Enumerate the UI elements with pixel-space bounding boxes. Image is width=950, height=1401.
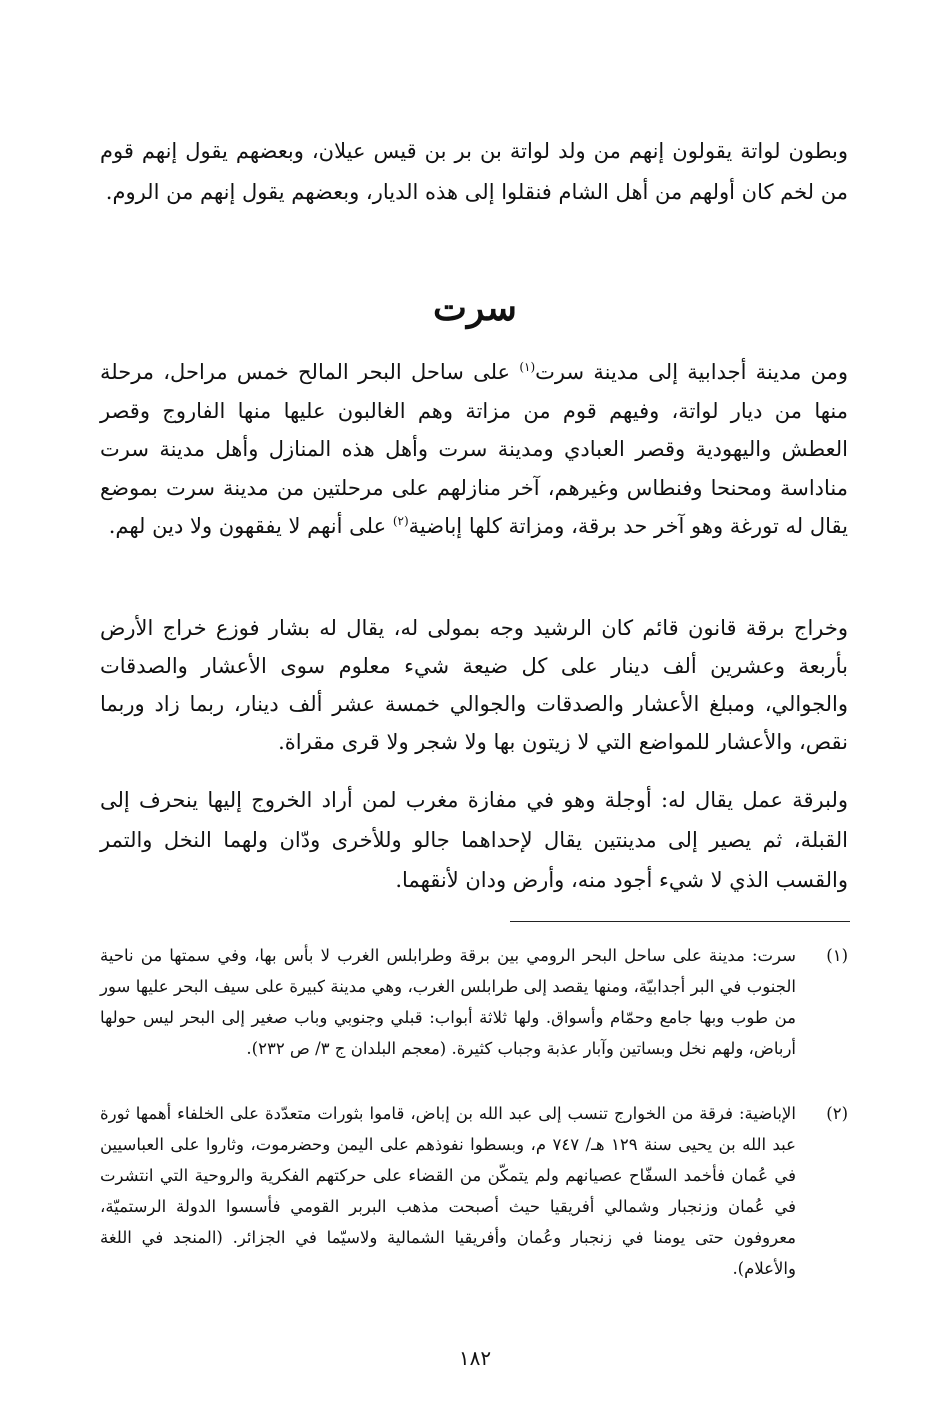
- footnote-divider: [510, 921, 850, 922]
- footnote-text: سرت: مدينة على ساحل البحر الرومي بين برقة وطرابلس الغرب لا بأس بها، وفي سمتها من ناحية الجنوب في البر أجدابيّة، ومنها يقصد إلى طرابلس الغرب، وهي مدينة كبيرة على سيف البحر عليها سور من طوب وبها جامع وحمّام وأسواق. ولها ثلاثة أبواب: قبلي وجنوبي وباب صغير إلى البحر ليس حولها أرباض، ولهم نخل وبساتين وآبار عذبة وجباب كثيرة. (معجم البلدان ج ٣/ ص ٢٣٢).: [100, 946, 796, 1058]
- paragraph-text-segment: ومن مدينة أجدابية إلى مدينة سرت: [535, 360, 848, 384]
- page-number: ١٨٢: [458, 1346, 492, 1370]
- footnote-number: (١): [826, 946, 848, 965]
- footnote-reference-2[interactable]: (٢): [392, 514, 409, 528]
- footnote-2: [100, 1098, 848, 1284]
- paragraph-text-segment: على أنهم لا يفقهون ولا دين لهم.: [108, 514, 393, 538]
- footnote-text: الإباضية: فرقة من الخوارج تنسب إلى عبد الله بن إباض، قاموا بثورات متعدّدة على الخلفاء أهمها ثورة عبد الله بن يحيى سنة ١٢٩ هـ/ ٧٤٧ م، وبسطوا نفوذهم على اليمن وحضرموت، وثاروا على العباسيين في عُمان فأخمد السفّاح عصيانهم ولم يتمكّن من القضاء على حركتهم الفكرية والروحية التي انتشرت في عُمان وزنجبار وشمالي أفريقيا حيث أصبحت مذهب البربر القومي فأسسوا الدولة الرستميّة، معروفون حتى يومنا في زنجبار وعُمان وأفريقيا الشمالية ولاسيّما في الجزائر. (المنجد في اللغة والأعلام).: [100, 1104, 796, 1278]
- paragraph-sirt-description: [100, 353, 848, 546]
- footnote-reference-1[interactable]: (١): [519, 360, 536, 374]
- paragraph-awjila: ولبرقة عمل يقال له: أوجلة وهو في مفازة مغرب لمن أراد الخروج إليها ينحرف إلى القبلة، ثم يصير إلى مدينتين يقال لإحداهما جالو وللأخرى ودّان ولهما النخل والتمر والقسب الذي لا شيء أجود منه، وأرض ودان لأنقهما.: [100, 788, 848, 892]
- paragraph-barqa-tax: وخراج برقة قانون قائم كان الرشيد وجه بمولى له، يقال له بشار فوزع خراج الأرض بأربعة وعشرين ألف دينار على كل ضيعة شيء معلوم سوى الأعشار والصدقات والجوالي، ومبلغ الأعشار والصدقات والجوالي خمسة عشر ألف دينار، ربما زاد وربما نقص، والأعشار للمواضع التي لا زيتون بها ولا شجر ولا قرى مقراة.: [100, 616, 848, 754]
- footnote-number: (٢): [826, 1104, 848, 1123]
- section-title: سرت: [433, 287, 517, 329]
- paragraph-text-segment: على ساحل البحر المالح خمس مراحل، مرحلة منها من ديار لواتة، وفيهم قوم من مزاتة وهم الغالبون عليها منها الفاروج وقصر العطش واليهودية وقصر العبادي ومدينة سرت وأهل هذه المنازل وأهل مدينة سرت مناداسة ومحنحا وفنطاس وغيرهم، آخر منازلهم على مرحلتين من مدينة سرت بموضع يقال له تورغة وهو آخر حد برقة، ومزاتة كلها إباضية: [100, 360, 848, 538]
- footnote-1: [100, 940, 848, 1064]
- paragraph-lawata-origins: وبطون لواتة يقولون إنهم من ولد لواتة بن بر بن قيس عيلان، وبعضهم يقول إنهم قوم من لخم كان أولهم من أهل الشام فنقلوا إلى هذه الديار، وبعضهم يقول إنهم من الروم.: [100, 139, 848, 204]
